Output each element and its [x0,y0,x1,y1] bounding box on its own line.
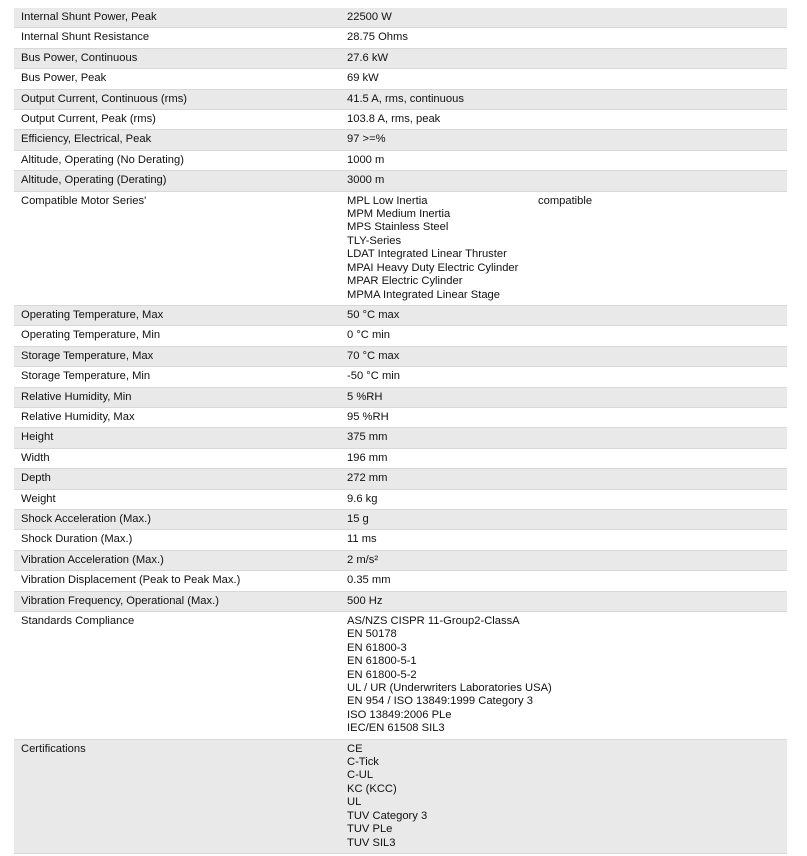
list-item: MPS Stainless Steel [347,221,449,234]
list-item: MPAI Heavy Duty Electric Cylinder [347,261,519,274]
spec-value: 28.75 Ohms [340,28,787,48]
spec-label: Output Current, Peak (rms) [14,110,340,130]
table-row [14,367,787,387]
spec-value: 0 °C min [340,326,787,346]
spec-label: Bus Power, Continuous [14,48,340,68]
list-item: EN 61800-3 [347,641,407,654]
table-row [14,110,787,130]
spec-value: 2 m/s² [340,550,787,570]
table-row [14,69,787,89]
spec-value: 97 >=% [340,130,787,150]
list-item: UL / UR (Underwriters Laboratories USA) [347,682,552,695]
spec-table-container [14,8,787,854]
compatible-note: compatible [538,194,593,207]
spec-label: Efficiency, Electrical, Peak [14,130,340,150]
spec-label: Internal Shunt Power, Peak [14,8,340,28]
list-item: MPMA Integrated Linear Stage [347,288,500,301]
table-row [14,171,787,191]
table-row [14,407,787,427]
table-row [14,346,787,366]
list-item: CE [347,742,363,755]
compatible-motor-list [340,191,787,305]
spec-label: Output Current, Continuous (rms) [14,89,340,109]
spec-label: Certifications [14,739,340,853]
list-item: EN 61800-5-1 [347,655,417,668]
list-item: EN 50178 [347,628,397,641]
spec-value: 9.6 kg [340,489,787,509]
list-item: KC (KCC) [347,782,397,795]
table-row [14,509,787,529]
spec-value: -50 °C min [340,367,787,387]
table-row [14,48,787,68]
table-row [14,150,787,170]
table-row-compatible-motors [14,191,787,305]
table-row [14,550,787,570]
list-item: EN 61800-5-2 [347,668,417,681]
spec-value: 22500 W [340,8,787,28]
table-row [14,489,787,509]
spec-label: Width [14,448,340,468]
spec-label: Storage Temperature, Max [14,346,340,366]
list-item: AS/NZS CISPR 11-Group2-ClassA [347,615,520,627]
spec-label: Shock Acceleration (Max.) [14,509,340,529]
spec-label: Vibration Displacement (Peak to Peak Max.) [14,571,340,591]
list-item: MPL Low Inertia [347,194,428,207]
list-item: MPM Medium Inertia [347,208,451,221]
spec-value: 272 mm [340,469,787,489]
spec-label: Depth [14,469,340,489]
table-row-certifications [14,739,787,853]
list-item: EN 954 / ISO 13849:1999 Category 3 [347,695,533,708]
list-item: C-Tick [347,756,379,769]
table-row [14,591,787,611]
spec-label: Internal Shunt Resistance [14,28,340,48]
spec-label: Operating Temperature, Min [14,326,340,346]
table-row [14,326,787,346]
spec-label: Vibration Acceleration (Max.) [14,550,340,570]
spec-value: 500 Hz [340,591,787,611]
spec-value: 3000 m [340,171,787,191]
standards-list [340,612,787,740]
spec-value: 41.5 A, rms, continuous [340,89,787,109]
spec-label: Storage Temperature, Min [14,367,340,387]
list-item: MPAR Electric Cylinder [347,275,463,288]
list-item: LDAT Integrated Linear Thruster [347,248,507,261]
spec-value: 69 kW [340,69,787,89]
spec-label: Operating Temperature, Max [14,305,340,325]
table-row [14,130,787,150]
list-item: C-UL [347,769,374,782]
spec-label: Vibration Frequency, Operational (Max.) [14,591,340,611]
table-row-standards [14,612,787,740]
table-row [14,448,787,468]
list-item: TUV SIL3 [347,836,396,849]
table-row [14,387,787,407]
spec-value: 11 ms [340,530,787,550]
spec-label: Standards Compliance [14,612,340,740]
spec-value: 27.6 kW [340,48,787,68]
list-item: ISO 13849:2006 PLe [347,708,452,721]
spec-label: Altitude, Operating (Derating) [14,171,340,191]
spec-label: Altitude, Operating (No Derating) [14,150,340,170]
spec-value: 95 %RH [340,407,787,427]
spec-label: Relative Humidity, Max [14,407,340,427]
spec-value: 103.8 A, rms, peak [340,110,787,130]
table-row [14,305,787,325]
table-row [14,28,787,48]
spec-label: Shock Duration (Max.) [14,530,340,550]
list-item: TUV PLe [347,823,393,836]
spec-label: Bus Power, Peak [14,69,340,89]
certifications-list [340,739,787,853]
list-item: TLY-Series [347,234,402,247]
list-item: TUV Category 3 [347,809,428,822]
table-row [14,469,787,489]
spec-label: Relative Humidity, Min [14,387,340,407]
specifications-table [14,8,787,854]
spec-label: Height [14,428,340,448]
table-row [14,8,787,28]
spec-value: 1000 m [340,150,787,170]
spec-value: 5 %RH [340,387,787,407]
spec-label: Compatible Motor Series' [14,191,340,305]
table-row [14,530,787,550]
spec-value: 0.35 mm [340,571,787,591]
list-item: UL [347,796,362,809]
spec-label: Weight [14,489,340,509]
spec-value: 375 mm [340,428,787,448]
spec-value: 15 g [340,509,787,529]
list-item: IEC/EN 61508 SIL3 [347,722,445,735]
spec-value: 196 mm [340,448,787,468]
spec-value: 70 °C max [340,346,787,366]
table-row [14,428,787,448]
spec-value: 50 °C max [340,305,787,325]
table-row [14,571,787,591]
table-row [14,89,787,109]
